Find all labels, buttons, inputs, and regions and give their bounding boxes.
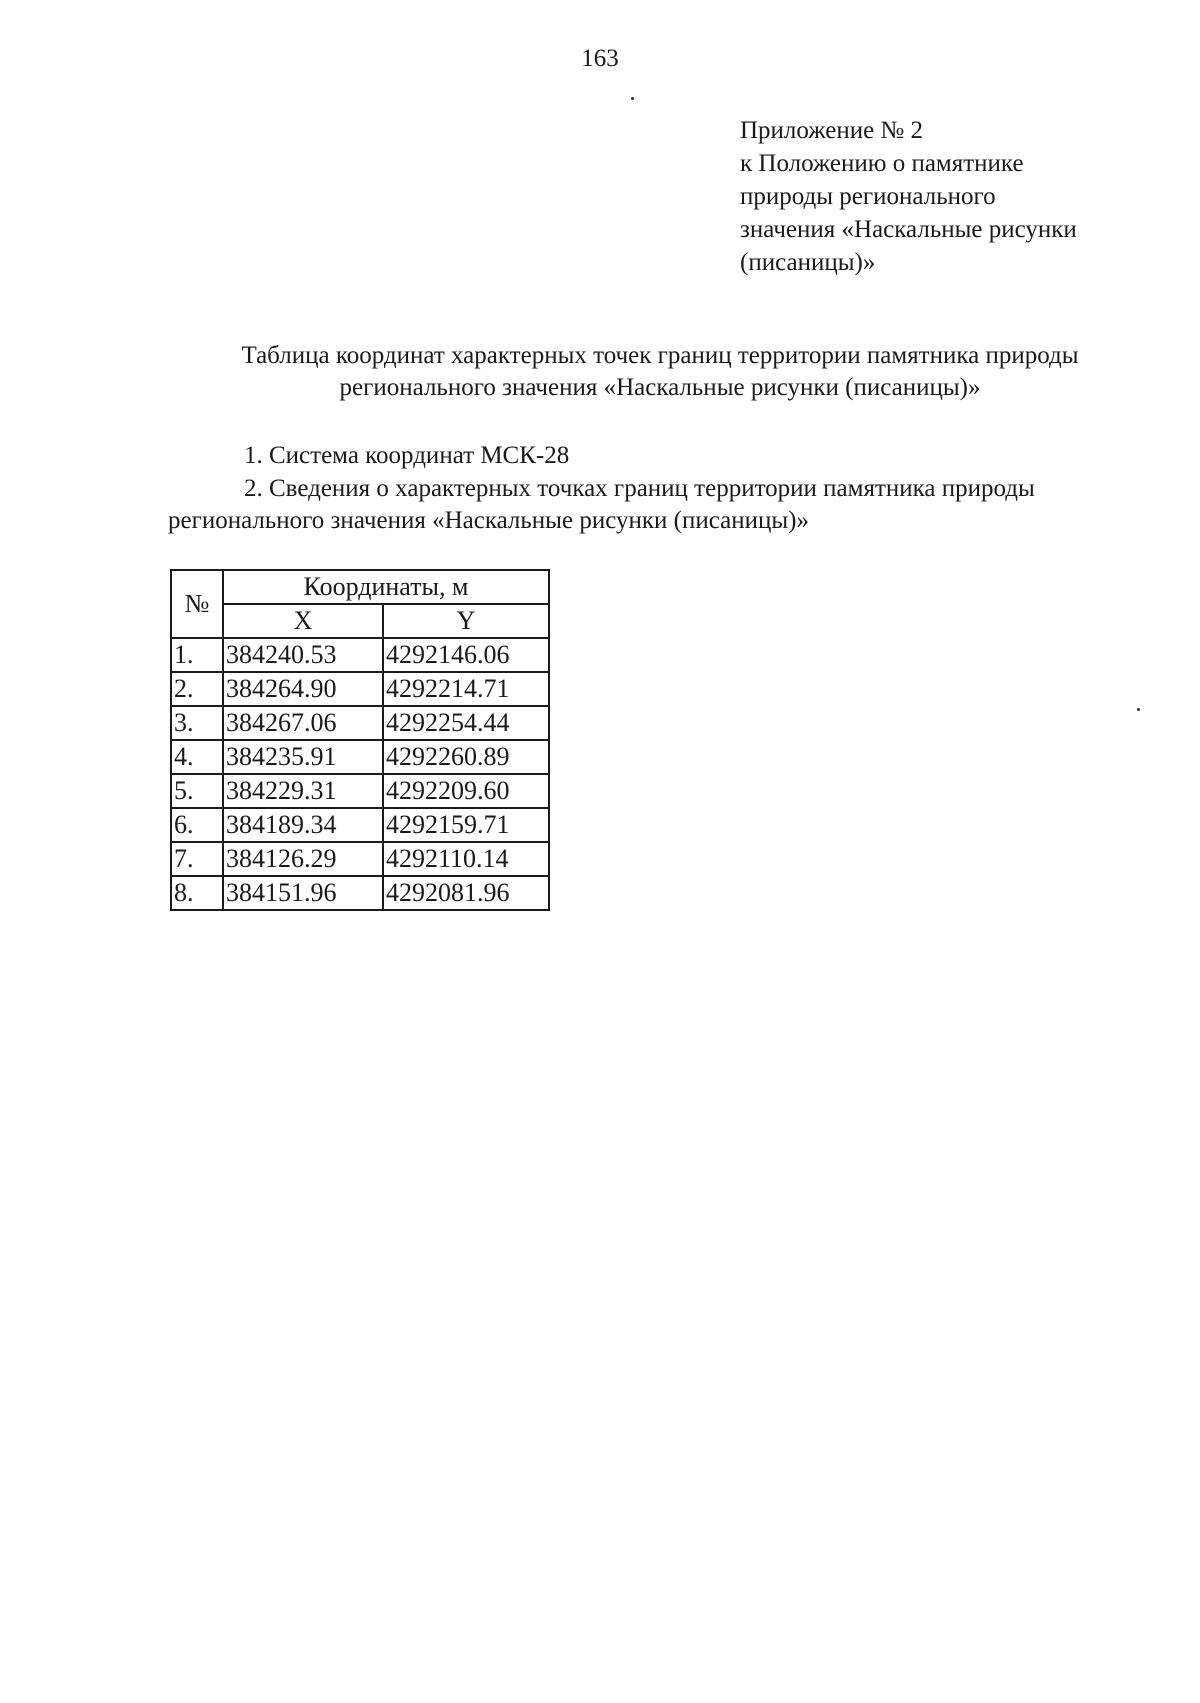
cell-y: 4292214.71 xyxy=(383,672,549,706)
paragraph-line: 2. Сведения о характерных точках границ территории памятника природы xyxy=(244,475,1035,502)
table-row xyxy=(171,638,549,672)
page-number: 163 xyxy=(581,45,619,72)
table-row xyxy=(171,808,549,842)
table-row xyxy=(171,740,549,774)
cell-number: 3. xyxy=(171,706,223,740)
cell-number: 8. xyxy=(171,876,223,910)
boundary-points-paragraph xyxy=(168,473,1158,537)
cell-x: 384235.91 xyxy=(223,740,383,774)
table-row xyxy=(171,706,549,740)
coordinate-system-paragraph: 1. Система координат МСК-28 xyxy=(244,442,570,469)
cell-y: 4292159.71 xyxy=(383,808,549,842)
cell-y: 4292209.60 xyxy=(383,774,549,808)
table-row xyxy=(171,876,549,910)
cell-y: 4292081.96 xyxy=(383,876,549,910)
table-title-line: регионального значения «Наскальные рисунки (писаницы)» xyxy=(339,374,981,401)
cell-number: 4. xyxy=(171,740,223,774)
appendix-note xyxy=(740,114,1160,279)
table-title xyxy=(140,340,1180,404)
table-header-row xyxy=(171,604,549,638)
appendix-line: значения «Наскальные рисунки xyxy=(740,216,1077,243)
header-x: X xyxy=(223,604,383,638)
table-header-row xyxy=(171,570,549,604)
header-coordinates: Координаты, м xyxy=(223,570,549,604)
cell-number: 2. xyxy=(171,672,223,706)
cell-x: 384229.31 xyxy=(223,774,383,808)
paragraph-line: регионального значения «Наскальные рисунки (писаницы)» xyxy=(168,507,809,534)
cell-y: 4292146.06 xyxy=(383,638,549,672)
cell-y: 4292260.89 xyxy=(383,740,549,774)
cell-number: 5. xyxy=(171,774,223,808)
table-title-line: Таблица координат характерных точек границ территории памятника природы xyxy=(241,342,1079,369)
cell-x: 384264.90 xyxy=(223,672,383,706)
cell-x: 384126.29 xyxy=(223,842,383,876)
appendix-line: Приложение № 2 xyxy=(740,117,924,144)
scan-speck xyxy=(1137,708,1140,711)
appendix-line: природы регионального xyxy=(740,183,996,210)
cell-number: 6. xyxy=(171,808,223,842)
coordinates-table xyxy=(170,569,550,911)
appendix-line: (писаницы)» xyxy=(740,249,876,276)
header-y: Y xyxy=(383,604,549,638)
table-row xyxy=(171,672,549,706)
cell-x: 384267.06 xyxy=(223,706,383,740)
table-row xyxy=(171,842,549,876)
appendix-line: к Положению о памятнике xyxy=(740,150,1024,177)
cell-number: 7. xyxy=(171,842,223,876)
scan-speck xyxy=(631,97,634,100)
cell-x: 384189.34 xyxy=(223,808,383,842)
table-row xyxy=(171,774,549,808)
cell-number: 1. xyxy=(171,638,223,672)
cell-y: 4292110.14 xyxy=(383,842,549,876)
cell-x: 384151.96 xyxy=(223,876,383,910)
cell-y: 4292254.44 xyxy=(383,706,549,740)
cell-x: 384240.53 xyxy=(223,638,383,672)
header-number: № xyxy=(171,570,223,638)
